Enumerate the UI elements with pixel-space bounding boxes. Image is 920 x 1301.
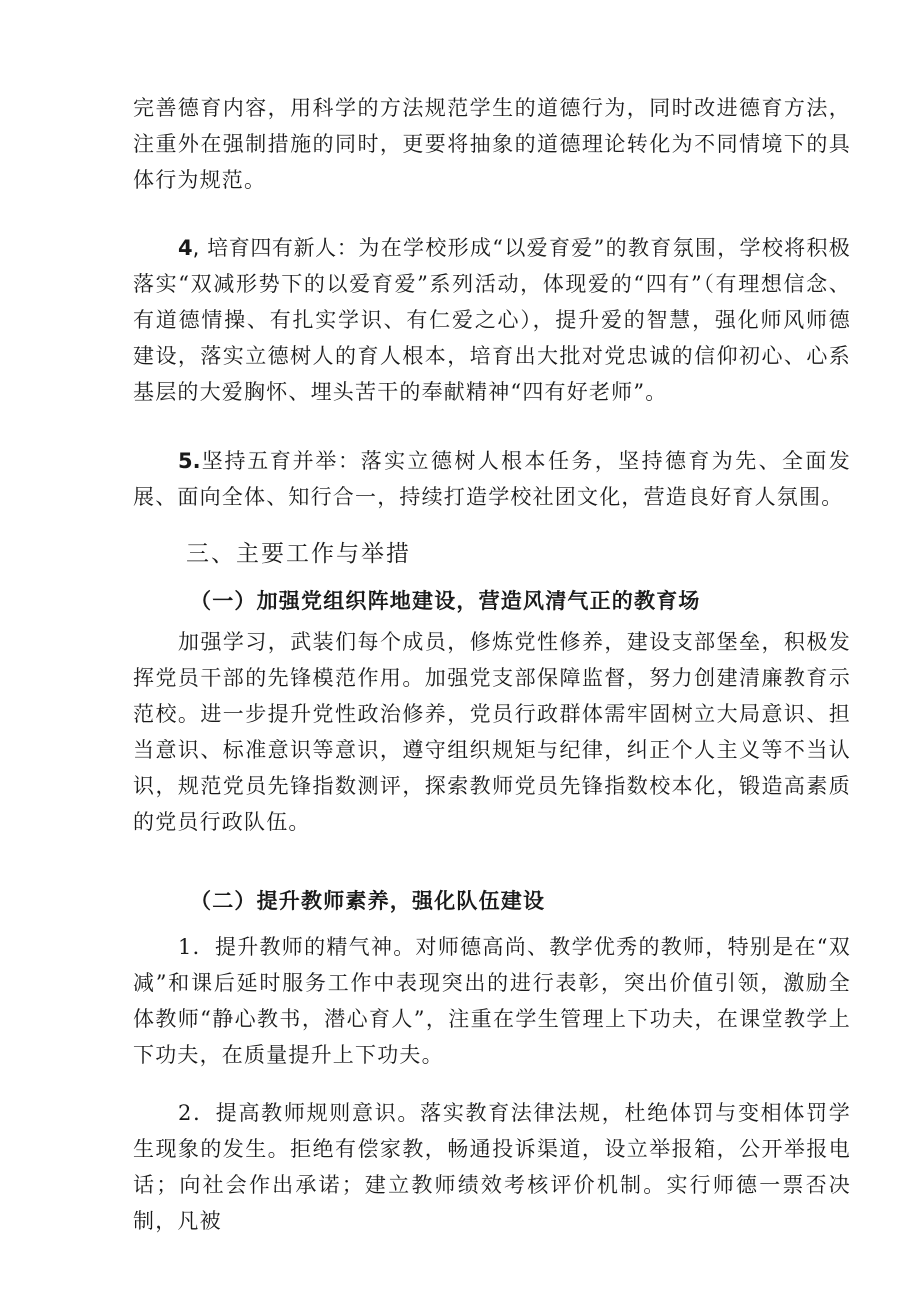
item-heading: 坚持五育并举： <box>200 449 361 473</box>
subsection-heading-teachers: （二）提升教师素养，强化队伍建设 <box>190 888 546 913</box>
paragraph-moral-content: 完善德育内容，用科学的方法规范学生的道德行为，同时改进德育方法，注重外在强制措施的同时，更要将抽象的道德理论转化为不同情境下的具体行为规范。 <box>133 96 851 192</box>
item-number: 4 <box>178 236 193 260</box>
section-title: 三、主要工作与举措 <box>186 541 411 567</box>
item-body: 落实立德树人根本任务，坚持德育为先、全面发展、面向全体、知行合一，持续打造学校社团文化，营造良好育人氛围。 <box>133 449 852 509</box>
item-body: 为在学校形成“以爱育爱”的教育氛围，学校将积极落实“双减形势下的以爱育爱”系列活动，体现爱的“四有”（有理想信念、有道德情操、有扎实学识、有仁爱之心），提升爱的智慧，强化师风师德建设，落实立德树人的育人根本，培育出大批对党忠诚的信仰初心、心系基层的大爱胸怀、埋头苦干的奉献精神“四有好老师”。 <box>133 236 851 404</box>
paragraph-teacher-rules: 2．提高教师规则意识。落实教育法律法规，杜绝体罚与变相体罚学生现象的发生。拒绝有偿家教，畅通投诉渠道，设立举报箱，公开举报电话；向社会作出承诺；建立教师绩效考核评价机制。实行师德一票否决制，凡被 <box>133 1101 851 1233</box>
paragraph-party-building: 加强学习，武装们每个成员，修炼党性修养，建设支部堡垒，积极发挥党员干部的先锋模范作用。加强党支部保障监督，努力创建清廉教育示范校。进一步提升党性政治修养，党员行政群体需牢固树立大局意识、担当意识、标准意识等意识，遵守组织规矩与纪律，纠正个人主义等不当认识，规范党员先锋指数测评，探索教师党员先锋指数校本化，锻造高素质的党员行政队伍。 <box>133 630 851 834</box>
item-heading: , 培育四有新人： <box>192 236 359 260</box>
item-number: 5. <box>178 449 201 473</box>
paragraph-five-educations <box>133 443 851 515</box>
subsection-heading-party: （一）加强党组织阵地建设，营造风清气正的教育场 <box>190 588 701 613</box>
paragraph-teacher-spirit: 1．提升教师的精气神。对师德高尚、教学优秀的教师，特别是在“双减”和课后延时服务工作中表现突出的进行表彰，突出价值引领，激励全体教师“静心教书，潜心育人”，注重在学生管理上下功夫，在课堂教学上下功夫，在质量提升上下功夫。 <box>133 935 851 1067</box>
paragraph-four-haves <box>133 230 851 410</box>
